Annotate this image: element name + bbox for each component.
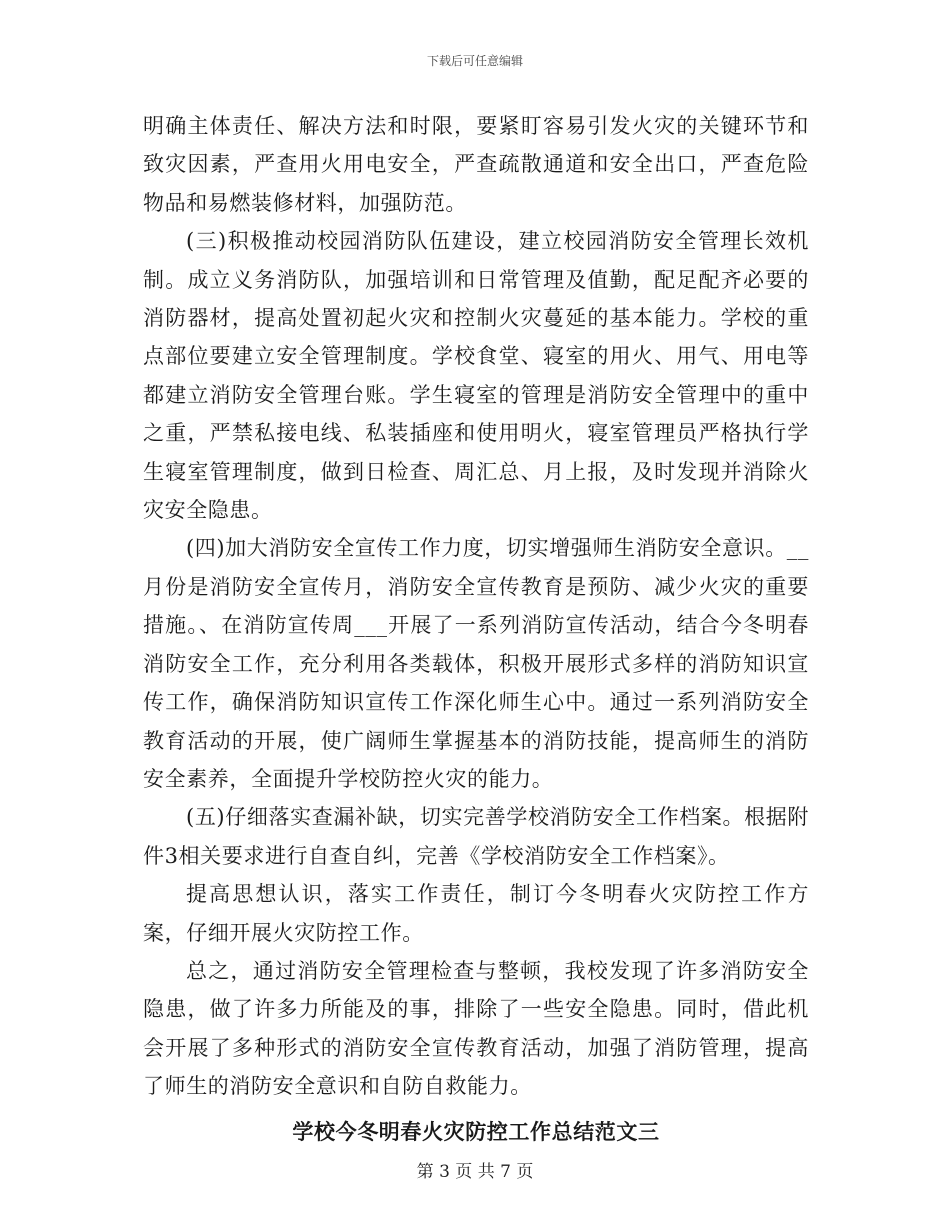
section-title: 学校今冬明春火灾防控工作总结范文三 bbox=[292, 1119, 660, 1144]
paragraph-section-5: (五)仔细落实查漏补缺，切实完善学校消防安全工作档案。根据附件3相关要求进行自查自纠，完善《学校消防安全工作档案》。 bbox=[143, 805, 809, 868]
paragraph-summary: 总之，通过消防安全管理检查与整顿，我校发现了许多消防安全隐患，做了许多力所能及的事，排除了一些安全隐患。同时，借此机会开展了多种形式的消防安全宣传教育活动，加强了消防管理，提高了师生的消防安全意识和自防自救能力。 bbox=[143, 958, 809, 1099]
document-body bbox=[143, 107, 809, 1151]
header-note: 下载后可任意编辑 bbox=[426, 54, 523, 68]
page-number: 第 3 页 共 7 页 bbox=[416, 1162, 534, 1182]
paragraph-continued: 明确主体责任、解决方法和时限，要紧盯容易引发火灾的关键环节和致灾因素，严查用火用电安全，严查疏散通道和安全出口，严查危险物品和易燃装修材料，加强防范。 bbox=[143, 114, 809, 215]
paragraph-responsibility: 提高思想认识，落实工作责任，制订今冬明春火灾防控工作方案，仔细开展火灾防控工作。 bbox=[143, 882, 809, 945]
paragraph-section-4: (四)加大消防安全宣传工作力度，切实增强师生消防安全意识。__月份是消防安全宣传月，消防安全宣传教育是预防、减少火灾的重要措施。、在消防宣传周___开展了一系列消防宣传活动，结合今冬明春消防安全工作，充分利用各类载体，积极开展形式多样的消防知识宣传工作，确保消防知识宣传工作深化师生心中。通过一系列消防安全教育活动的开展，使广阔师生掌握基本的消防技能，提高师生的消防安全素养，全面提升学校防控火灾的能力。 bbox=[143, 536, 809, 791]
paragraph-section-3: (三)积极推动校园消防队伍建设，建立校园消防安全管理长效机制。成立义务消防队，加强培训和日常管理及值勤，配足配齐必要的消防器材，提高处置初起火灾和控制火灾蔓延的基本能力。学校的重点部位要建立安全管理制度。学校食堂、寝室的用火、用气、用电等都建立消防安全管理台账。学生寝室的管理是消防安全管理中的重中之重，严禁私接电线、私装插座和使用明火，寝室管理员严格执行学生寝室管理制度，做到日检查、周汇总、月上报，及时发现并消除火灾安全隐患。 bbox=[143, 229, 809, 523]
